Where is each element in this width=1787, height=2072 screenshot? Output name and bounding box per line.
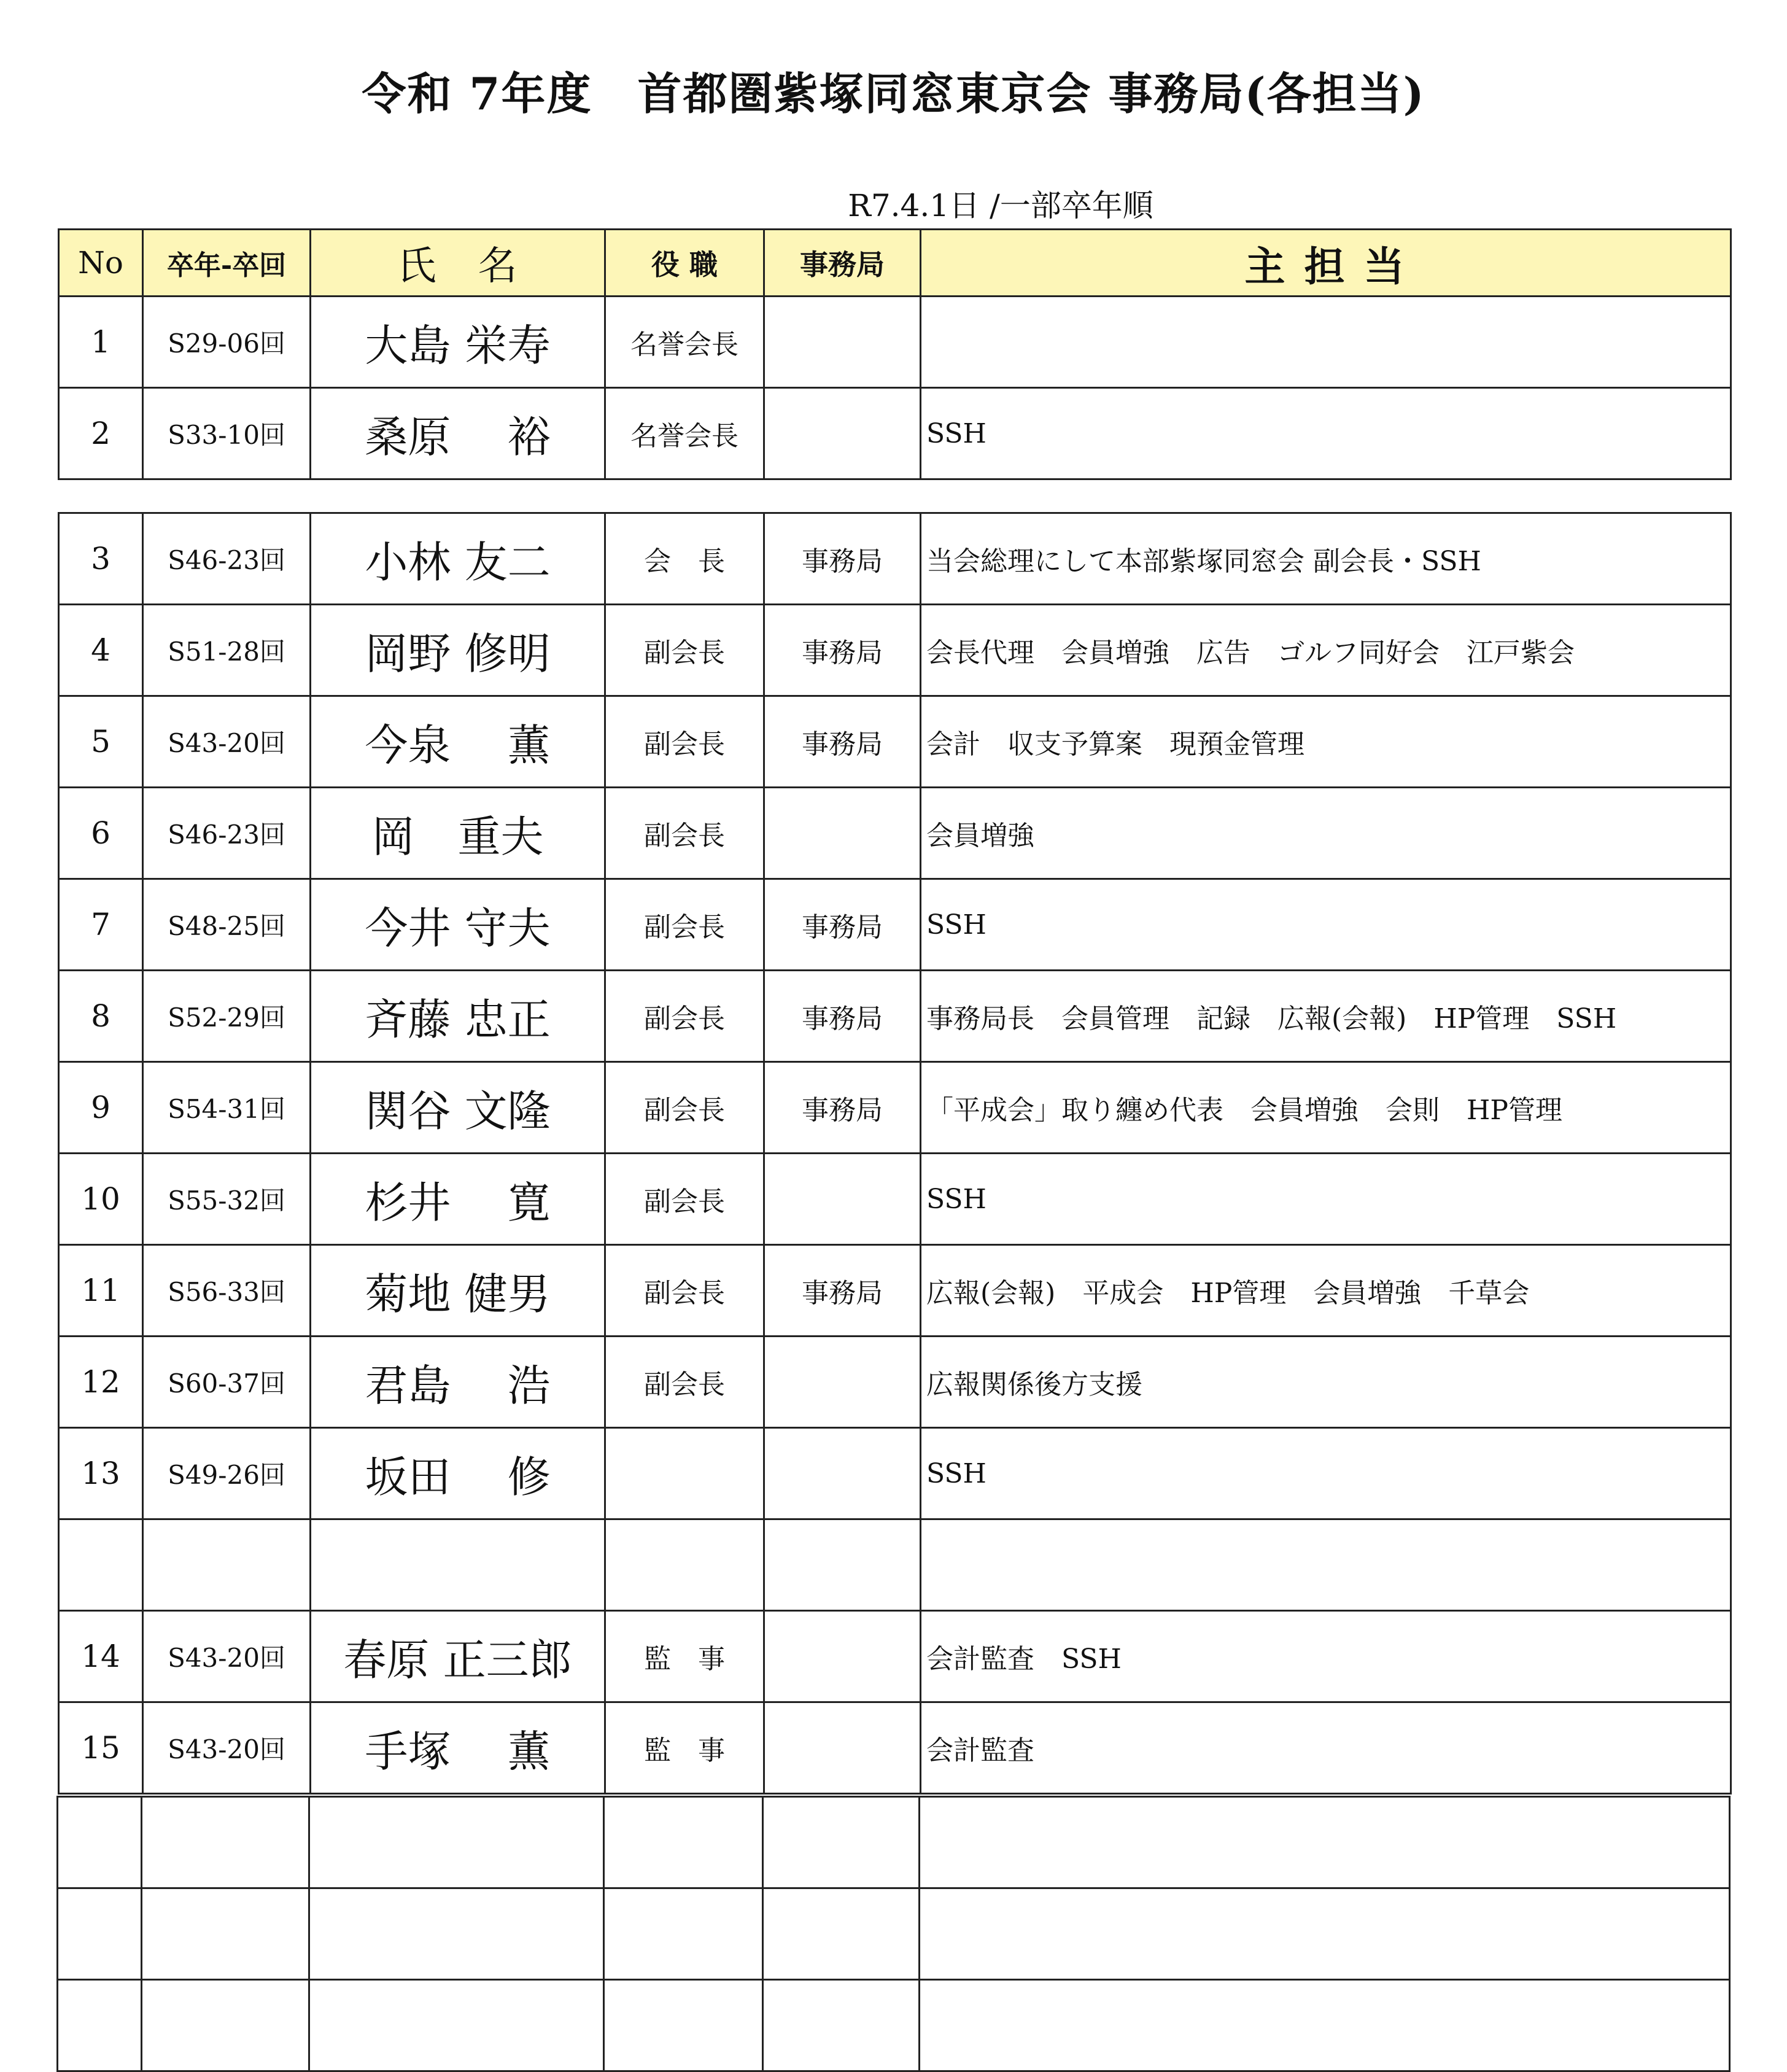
table-row — [59, 605, 1731, 696]
row-graduation: S33-10回 — [143, 388, 311, 479]
row-office — [764, 1702, 921, 1794]
row-duty: 当会総理にして本部紫塚同窓会 副会長・SSH — [921, 513, 1731, 605]
row-name: 坂田 修 — [311, 1428, 605, 1519]
row-no: 9 — [59, 1062, 143, 1154]
table-row — [59, 1062, 1731, 1154]
row-role: 名誉会長 — [605, 297, 764, 388]
row-graduation: S54-31回 — [143, 1062, 311, 1154]
header-duty: 主 担 当 — [921, 230, 1731, 297]
blank-cell — [309, 1797, 604, 1888]
row-office — [764, 297, 921, 388]
blank-cell — [920, 1797, 1730, 1888]
row-office: 事務局 — [764, 513, 921, 605]
row-duty: 「平成会」取り纏め代表 会員増強 会則 HP管理 — [921, 1062, 1731, 1154]
row-no: 7 — [59, 879, 143, 971]
officers-table-main — [58, 512, 1732, 1795]
blank-cell — [309, 1888, 604, 1980]
row-role: 副会長 — [605, 605, 764, 696]
row-no: 15 — [59, 1702, 143, 1794]
table-row — [59, 388, 1731, 479]
row-graduation: S48-25回 — [143, 879, 311, 971]
row-role: 副会長 — [605, 971, 764, 1062]
row-duty: 会計監査 — [921, 1702, 1731, 1794]
row-graduation: S43-20回 — [143, 696, 311, 788]
row-name — [311, 1519, 605, 1611]
row-name: 関谷 文隆 — [311, 1062, 605, 1154]
blank-cell — [604, 1980, 763, 2071]
row-role: 監 事 — [605, 1702, 764, 1794]
document-date-note: R7.4.1日 /一部卒年順 — [848, 188, 1153, 223]
row-duty: 会計監査 SSH — [921, 1611, 1731, 1702]
row-name: 菊地 健男 — [311, 1245, 605, 1337]
blank-row — [58, 1797, 1730, 1888]
table-row — [59, 1702, 1731, 1794]
row-graduation: S49-26回 — [143, 1428, 311, 1519]
row-office: 事務局 — [764, 605, 921, 696]
row-no: 11 — [59, 1245, 143, 1337]
row-office — [764, 1611, 921, 1702]
row-office: 事務局 — [764, 1062, 921, 1154]
table-row — [59, 696, 1731, 788]
row-graduation: S60-37回 — [143, 1337, 311, 1428]
row-role: 副会長 — [605, 1337, 764, 1428]
blank-cell — [763, 1797, 920, 1888]
row-duty — [921, 297, 1731, 388]
blank-row — [58, 1888, 1730, 1980]
row-graduation: S29-06回 — [143, 297, 311, 388]
row-name: 桑原 裕 — [311, 388, 605, 479]
row-role: 名誉会長 — [605, 388, 764, 479]
row-name: 君島 浩 — [311, 1337, 605, 1428]
row-name: 今井 守夫 — [311, 879, 605, 971]
row-name: 岡 重夫 — [311, 788, 605, 879]
row-name: 斉藤 忠正 — [311, 971, 605, 1062]
row-office — [764, 1519, 921, 1611]
blank-cell — [58, 1980, 142, 2071]
table-header-row — [59, 230, 1731, 297]
table-row — [59, 1428, 1731, 1519]
blank-row — [58, 1980, 1730, 2071]
row-duty: SSH — [921, 1154, 1731, 1245]
blank-cell — [920, 1888, 1730, 1980]
blank-cell — [142, 1980, 309, 2071]
row-role: 副会長 — [605, 879, 764, 971]
row-no: 12 — [59, 1337, 143, 1428]
row-graduation — [143, 1519, 311, 1611]
row-no: 5 — [59, 696, 143, 788]
row-office: 事務局 — [764, 696, 921, 788]
row-office — [764, 1337, 921, 1428]
row-office — [764, 388, 921, 479]
header-name: 氏 名 — [311, 230, 605, 297]
row-office: 事務局 — [764, 971, 921, 1062]
row-no: 1 — [59, 297, 143, 388]
row-duty: 会計 収支予算案 現預金管理 — [921, 696, 1731, 788]
blank-cell — [58, 1797, 142, 1888]
row-graduation: S46-23回 — [143, 788, 311, 879]
table-row — [59, 1337, 1731, 1428]
row-role: 副会長 — [605, 788, 764, 879]
row-graduation: S43-20回 — [143, 1702, 311, 1794]
table-row — [59, 513, 1731, 605]
row-office — [764, 1428, 921, 1519]
row-role: 副会長 — [605, 696, 764, 788]
blank-cell — [142, 1888, 309, 1980]
row-role: 副会長 — [605, 1154, 764, 1245]
row-role: 会 長 — [605, 513, 764, 605]
row-graduation: S56-33回 — [143, 1245, 311, 1337]
header-office: 事務局 — [764, 230, 921, 297]
blank-cell — [604, 1888, 763, 1980]
blank-cell — [309, 1980, 604, 2071]
row-no — [59, 1519, 143, 1611]
row-no: 6 — [59, 788, 143, 879]
document-title: 令和 7年度 首都圏紫塚同窓東京会 事務局(各担当) — [362, 68, 1425, 120]
row-role: 監 事 — [605, 1611, 764, 1702]
row-role — [605, 1519, 764, 1611]
row-duty: SSH — [921, 879, 1731, 971]
row-duty — [921, 1519, 1731, 1611]
blank-cell — [604, 1797, 763, 1888]
row-name: 杉井 寛 — [311, 1154, 605, 1245]
row-no: 3 — [59, 513, 143, 605]
blank-cell — [763, 1888, 920, 1980]
row-duty: 会長代理 会員増強 広告 ゴルフ同好会 江戸紫会 — [921, 605, 1731, 696]
blank-cell — [920, 1980, 1730, 2071]
table-row — [59, 297, 1731, 388]
row-name: 手塚 薫 — [311, 1702, 605, 1794]
row-role: 副会長 — [605, 1062, 764, 1154]
row-name: 春原 正三郎 — [311, 1611, 605, 1702]
row-office — [764, 1154, 921, 1245]
header-graduation: 卒年-卒回 — [143, 230, 311, 297]
table-row — [59, 1245, 1731, 1337]
table-row — [59, 1154, 1731, 1245]
row-office: 事務局 — [764, 879, 921, 971]
header-no: No — [59, 230, 143, 297]
row-no: 4 — [59, 605, 143, 696]
row-name: 大島 栄寿 — [311, 297, 605, 388]
row-duty: 広報関係後方支援 — [921, 1337, 1731, 1428]
row-duty: 広報(会報) 平成会 HP管理 会員増強 千草会 — [921, 1245, 1731, 1337]
row-office: 事務局 — [764, 1245, 921, 1337]
row-no: 2 — [59, 388, 143, 479]
header-role: 役 職 — [605, 230, 764, 297]
row-duty: 事務局長 会員管理 記録 広報(会報) HP管理 SSH — [921, 971, 1731, 1062]
row-name: 岡野 修明 — [311, 605, 605, 696]
row-no: 14 — [59, 1611, 143, 1702]
table-row — [59, 971, 1731, 1062]
row-no: 10 — [59, 1154, 143, 1245]
row-graduation: S55-32回 — [143, 1154, 311, 1245]
blank-cell — [763, 1980, 920, 2071]
row-duty: 会員増強 — [921, 788, 1731, 879]
blank-cell — [142, 1797, 309, 1888]
row-duty: SSH — [921, 388, 1731, 479]
row-office — [764, 788, 921, 879]
table-row — [59, 1611, 1731, 1702]
blank-cell — [58, 1888, 142, 1980]
officers-table-top — [58, 228, 1732, 480]
officers-table-blank-rows — [56, 1796, 1731, 2072]
table-row — [59, 1519, 1731, 1611]
row-role — [605, 1428, 764, 1519]
row-graduation: S43-20回 — [143, 1611, 311, 1702]
row-graduation: S46-23回 — [143, 513, 311, 605]
row-graduation: S52-29回 — [143, 971, 311, 1062]
row-duty: SSH — [921, 1428, 1731, 1519]
row-name: 今泉 薫 — [311, 696, 605, 788]
table-row — [59, 879, 1731, 971]
row-role: 副会長 — [605, 1245, 764, 1337]
table-row — [59, 788, 1731, 879]
row-name: 小林 友二 — [311, 513, 605, 605]
row-graduation: S51-28回 — [143, 605, 311, 696]
row-no: 8 — [59, 971, 143, 1062]
row-no: 13 — [59, 1428, 143, 1519]
